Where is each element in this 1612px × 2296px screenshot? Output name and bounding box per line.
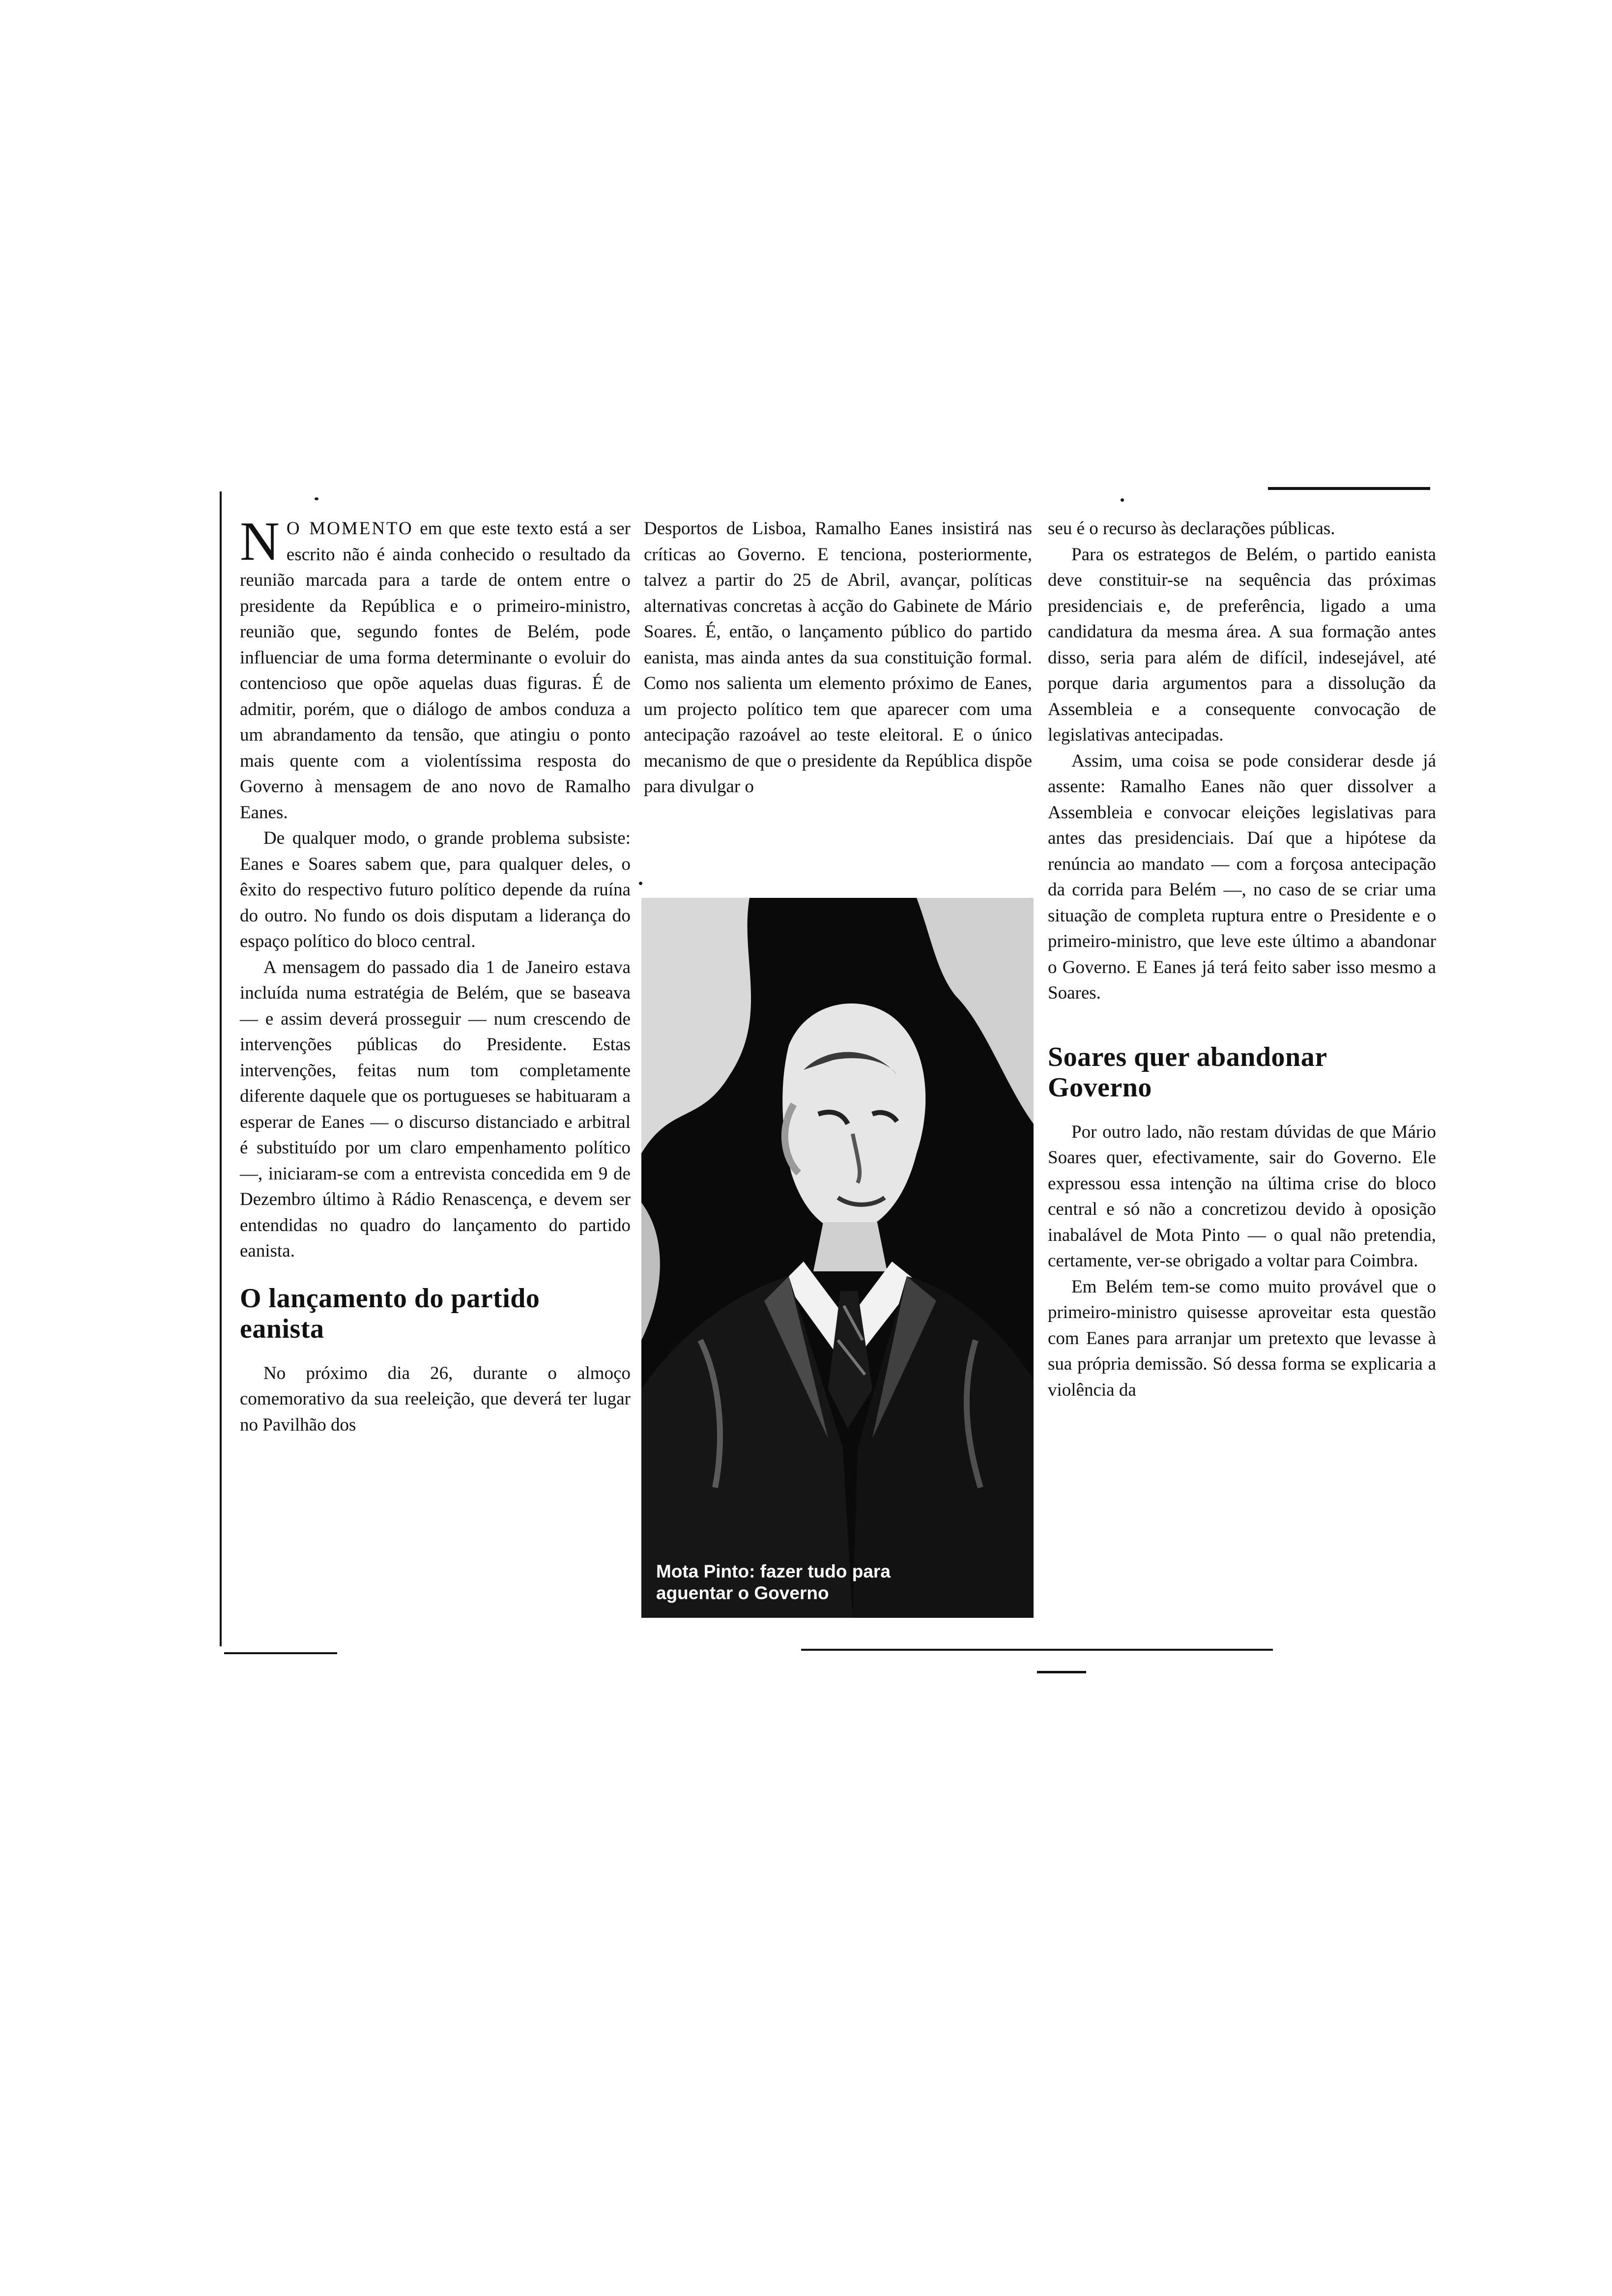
paragraph: Em Belém tem-se como muito provável que o primeiro-ministro quisesse aproveitar esta questão com Eanes para arranjar um pretexto que levasse à sua própria demissão. Só dessa forma se explicaria a violência da bbox=[1048, 1276, 1436, 1400]
paragraph: Assim, uma coisa se pode considerar desde já assente: Ramalho Eanes não quer dissolver a Assembleia e convocar eleições legislativas para antes das presidenciais. Daí que a hipótese da renúncia ao mandato — com a forçosa antecipação da corrida para Belém —, no caso de se criar uma situação de completa ruptura entre o Presidente e o primeiro-ministro, que leve este último a abandonar o Governo. E Eanes já terá feito saber isso mesmo a Soares. bbox=[1048, 750, 1436, 1003]
bottom-center-rule bbox=[1037, 1671, 1086, 1673]
subheading-partido-eanista: O lançamento do partido eanista bbox=[240, 1283, 540, 1344]
paragraph: Desportos de Lisboa, Ramalho Eanes insistirá nas críticas ao Governo. E tenciona, posteriormente, talvez a partir do 25 de Abril, avançar, políticas alternativas concretas à acção do Gabinete de Mário Soares. É, então, o lançamento público do partido eanista, mas ainda antes da sua constituição formal. Como nos salienta um elemento próximo de Eanes, um projecto político tem que aparecer com uma antecipação razoável ao teste eleitoral. E o único mecanismo de que o presidente da República dispõe para divulgar o bbox=[644, 518, 1032, 797]
paragraph: De qualquer modo, o grande problema subsiste: Eanes e Soares sabem que, para qualquer deles, o êxito do respectivo futuro político depende da ruína do outro. No fundo os dois disputam a liderança do espaço político do bloco central. bbox=[240, 828, 631, 951]
portrait-photo bbox=[641, 898, 1034, 1618]
photo-caption: Mota Pinto: fazer tudo para aguentar o Governo bbox=[656, 1561, 891, 1603]
drop-cap: N bbox=[240, 511, 280, 572]
top-right-rule bbox=[1268, 487, 1430, 490]
article-column-2 bbox=[644, 516, 1032, 800]
bottom-rule-right bbox=[801, 1649, 1273, 1651]
paragraph: A mensagem do passado dia 1 de Janeiro estava incluída numa estratégia de Belém, que se baseava — e assim deverá prosseguir — num crescendo de intervenções públicas do Presidente. Estas intervenções, feitas num tom completamente diferente daquele que os portugueses se habituaram a esperar de Eanes — o discurso distanciado e arbitral é substituído por um claro empenhamento político —, iniciaram-se com a entrevista concedida em 9 de Dezembro último à Rádio Renascença, e devem ser entendidas no quadro do lançamento do partido eanista. bbox=[240, 957, 631, 1261]
scan-speck bbox=[315, 497, 318, 500]
left-margin-rule bbox=[220, 491, 222, 1646]
lede-text: em que este texto está a ser escrito não é ainda conhecido o resultado da reunião marcada para a tarde de ontem entre o presidente da República e o primeiro-ministro, reunião que, segundo fontes de Belém, pode influenciar de uma forma determinante o evoluir do contencioso que opõe aquelas duas figuras. É de admitir, porém, que o diálogo de ambos conduza a um abrandamento da tensão, que atingiu o ponto mais quente com a violentíssima resposta do Governo à mensagem de ano novo de Ramalho Eanes. bbox=[240, 518, 631, 823]
scan-speck bbox=[1121, 498, 1124, 502]
scan-speck bbox=[639, 882, 642, 885]
paragraph: Por outro lado, não restam dúvidas de que Mário Soares quer, efectivamente, sair do Governo. Ele expressou essa intenção na última crise do bloco central e só não a concretizou devido à oposição inabalável de Mota Pinto — o qual não pretendia, certamente, ver-se obrigado a voltar para Coimbra. bbox=[1048, 1121, 1436, 1271]
subheading-soares-quer-abandonar: Soares quer abandonar Governo bbox=[1048, 1041, 1327, 1103]
bottom-rule-left bbox=[224, 1652, 337, 1654]
paragraph: seu é o recurso às declarações públicas. bbox=[1048, 518, 1335, 539]
lede-caps: O MOMENTO bbox=[286, 518, 413, 539]
article-column-3 bbox=[1048, 516, 1436, 1403]
lede-paragraph bbox=[240, 511, 631, 826]
article-column-1 bbox=[240, 511, 631, 1438]
paragraph: Para os estrategos de Belém, o partido eanista deve constituir-se na sequência das próximas presidenciais e, de preferência, ligado a uma candidatura da mesma área. A sua formação antes disso, seria para além de difícil, indesejável, até porque daria argumentos para a dissolução da Assembleia e a consequente convocação de legislativas antecipadas. bbox=[1048, 544, 1436, 745]
paragraph: No próximo dia 26, durante o almoço comemorativo da sua reeleição, que deverá ter lugar no Pavilhão dos bbox=[240, 1363, 631, 1435]
news-photo-mota-pinto bbox=[641, 898, 1034, 1618]
